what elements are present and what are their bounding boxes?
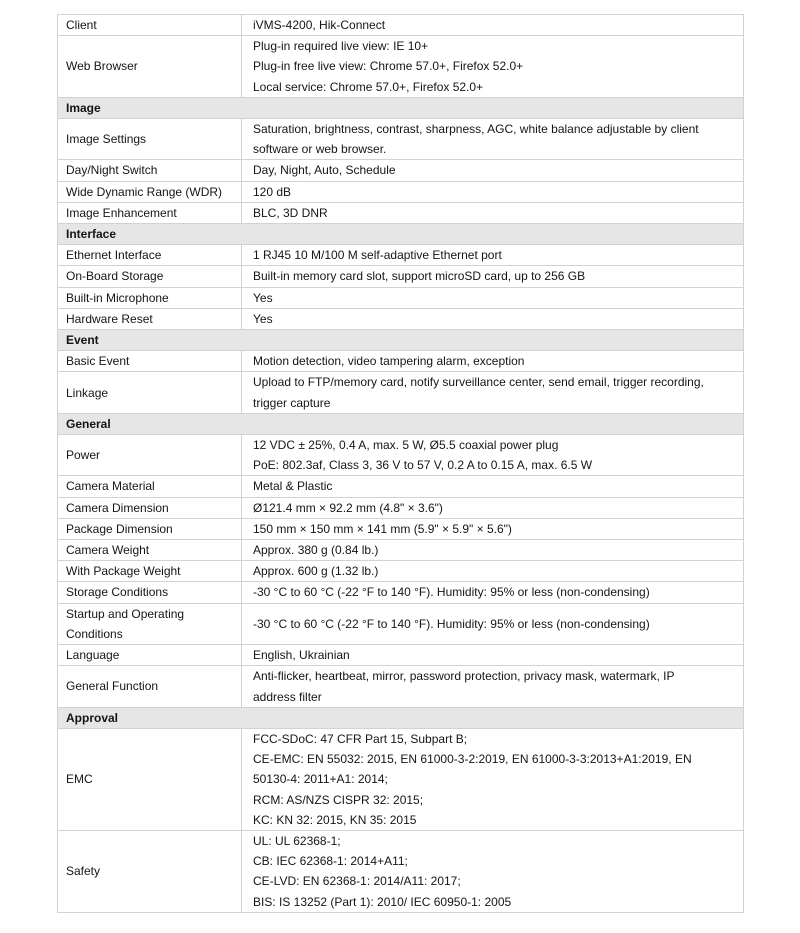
spec-label: Package Dimension <box>58 518 242 539</box>
spec-value: Upload to FTP/memory card, notify surveillance center, send email, trigger recording, trigger capture <box>242 372 744 413</box>
spec-row <box>58 540 744 561</box>
spec-label: Camera Dimension <box>58 497 242 518</box>
spec-value: BLC, 3D DNR <box>242 202 744 223</box>
spec-label: Linkage <box>58 372 242 413</box>
spec-label: General Function <box>58 666 242 707</box>
section-title: Event <box>58 330 744 351</box>
spec-row <box>58 372 744 413</box>
spec-value: Plug-in required live view: IE 10+ Plug-in free live view: Chrome 57.0+, Firefox 52.0+ Local service: Chrome 57.0+, Firefox 52.0+ <box>242 36 744 98</box>
section-title: Image <box>58 97 744 118</box>
spec-label: Camera Material <box>58 476 242 497</box>
section-header-row <box>58 224 744 245</box>
spec-value: Motion detection, video tampering alarm, exception <box>242 351 744 372</box>
spec-label: Basic Event <box>58 351 242 372</box>
spec-value: Yes <box>242 308 744 329</box>
spec-value: 1 RJ45 10 M/100 M self-adaptive Ethernet port <box>242 245 744 266</box>
spec-value: 120 dB <box>242 181 744 202</box>
spec-label: Web Browser <box>58 36 242 98</box>
spec-label: Camera Weight <box>58 540 242 561</box>
spec-row <box>58 561 744 582</box>
spec-label: EMC <box>58 728 242 830</box>
spec-row <box>58 582 744 603</box>
spec-label: Hardware Reset <box>58 308 242 329</box>
spec-row <box>58 245 744 266</box>
spec-row <box>58 287 744 308</box>
spec-value: 12 VDC ± 25%, 0.4 A, max. 5 W, Ø5.5 coaxial power plug PoE: 802.3af, Class 3, 36 V to 57 V, 0.2 A to 0.15 A, max. 6.5 W <box>242 435 744 476</box>
section-title: Approval <box>58 707 744 728</box>
spec-label: With Package Weight <box>58 561 242 582</box>
spec-table-body <box>58 15 744 913</box>
spec-label: Wide Dynamic Range (WDR) <box>58 181 242 202</box>
spec-value: -30 °C to 60 °C (-22 °F to 140 °F). Humidity: 95% or less (non-condensing) <box>242 582 744 603</box>
section-header-row <box>58 330 744 351</box>
spec-row <box>58 181 744 202</box>
spec-value: Saturation, brightness, contrast, sharpness, AGC, white balance adjustable by client software or web browser. <box>242 119 744 160</box>
spec-row <box>58 351 744 372</box>
spec-value: Yes <box>242 287 744 308</box>
spec-label: Safety <box>58 830 242 912</box>
spec-row <box>58 603 744 644</box>
spec-value: Anti-flicker, heartbeat, mirror, password protection, privacy mask, watermark, IP address filter <box>242 666 744 707</box>
spec-value: FCC-SDoC: 47 CFR Part 15, Subpart B; CE-EMC: EN 55032: 2015, EN 61000-3-2:2019, EN 61000-3-3:2013+A1:2019, EN 50130-4: 2011+A1: 2014; RCM: AS/NZS CISPR 32: 2015; KC: KN 32: 2015, KN 35: 2015 <box>242 728 744 830</box>
spec-row <box>58 15 744 36</box>
spec-row <box>58 202 744 223</box>
spec-row <box>58 160 744 181</box>
section-title: General <box>58 413 744 434</box>
spec-row <box>58 308 744 329</box>
section-title: Interface <box>58 224 744 245</box>
spec-label: Startup and Operating Conditions <box>58 603 242 644</box>
spec-value: 150 mm × 150 mm × 141 mm (5.9" × 5.9" × 5.6") <box>242 518 744 539</box>
spec-value: -30 °C to 60 °C (-22 °F to 140 °F). Humidity: 95% or less (non-condensing) <box>242 603 744 644</box>
spec-label: Image Enhancement <box>58 202 242 223</box>
spec-label: On-Board Storage <box>58 266 242 287</box>
spec-label: Language <box>58 645 242 666</box>
spec-value: iVMS-4200, Hik-Connect <box>242 15 744 36</box>
section-header-row <box>58 413 744 434</box>
spec-row <box>58 119 744 160</box>
spec-value: Metal & Plastic <box>242 476 744 497</box>
spec-row <box>58 36 744 98</box>
spec-value: UL: UL 62368-1; CB: IEC 62368-1: 2014+A11; CE-LVD: EN 62368-1: 2014/A11: 2017; BIS: IS 13252 (Part 1): 2010/ IEC 60950-1: 2005 <box>242 830 744 912</box>
spec-value: English, Ukrainian <box>242 645 744 666</box>
spec-label: Power <box>58 435 242 476</box>
spec-label: Client <box>58 15 242 36</box>
section-header-row <box>58 97 744 118</box>
spec-value: Approx. 380 g (0.84 lb.) <box>242 540 744 561</box>
section-header-row <box>58 707 744 728</box>
spec-label: Image Settings <box>58 119 242 160</box>
spec-value: Ø121.4 mm × 92.2 mm (4.8" × 3.6") <box>242 497 744 518</box>
spec-table <box>57 14 744 913</box>
spec-row <box>58 435 744 476</box>
spec-row <box>58 666 744 707</box>
spec-row <box>58 518 744 539</box>
spec-row <box>58 830 744 912</box>
spec-label: Ethernet Interface <box>58 245 242 266</box>
spec-row <box>58 728 744 830</box>
spec-row <box>58 476 744 497</box>
spec-row <box>58 266 744 287</box>
spec-label: Built-in Microphone <box>58 287 242 308</box>
spec-value: Approx. 600 g (1.32 lb.) <box>242 561 744 582</box>
spec-value: Day, Night, Auto, Schedule <box>242 160 744 181</box>
spec-row <box>58 645 744 666</box>
spec-label: Storage Conditions <box>58 582 242 603</box>
spec-row <box>58 497 744 518</box>
spec-label: Day/Night Switch <box>58 160 242 181</box>
spec-value: Built-in memory card slot, support microSD card, up to 256 GB <box>242 266 744 287</box>
